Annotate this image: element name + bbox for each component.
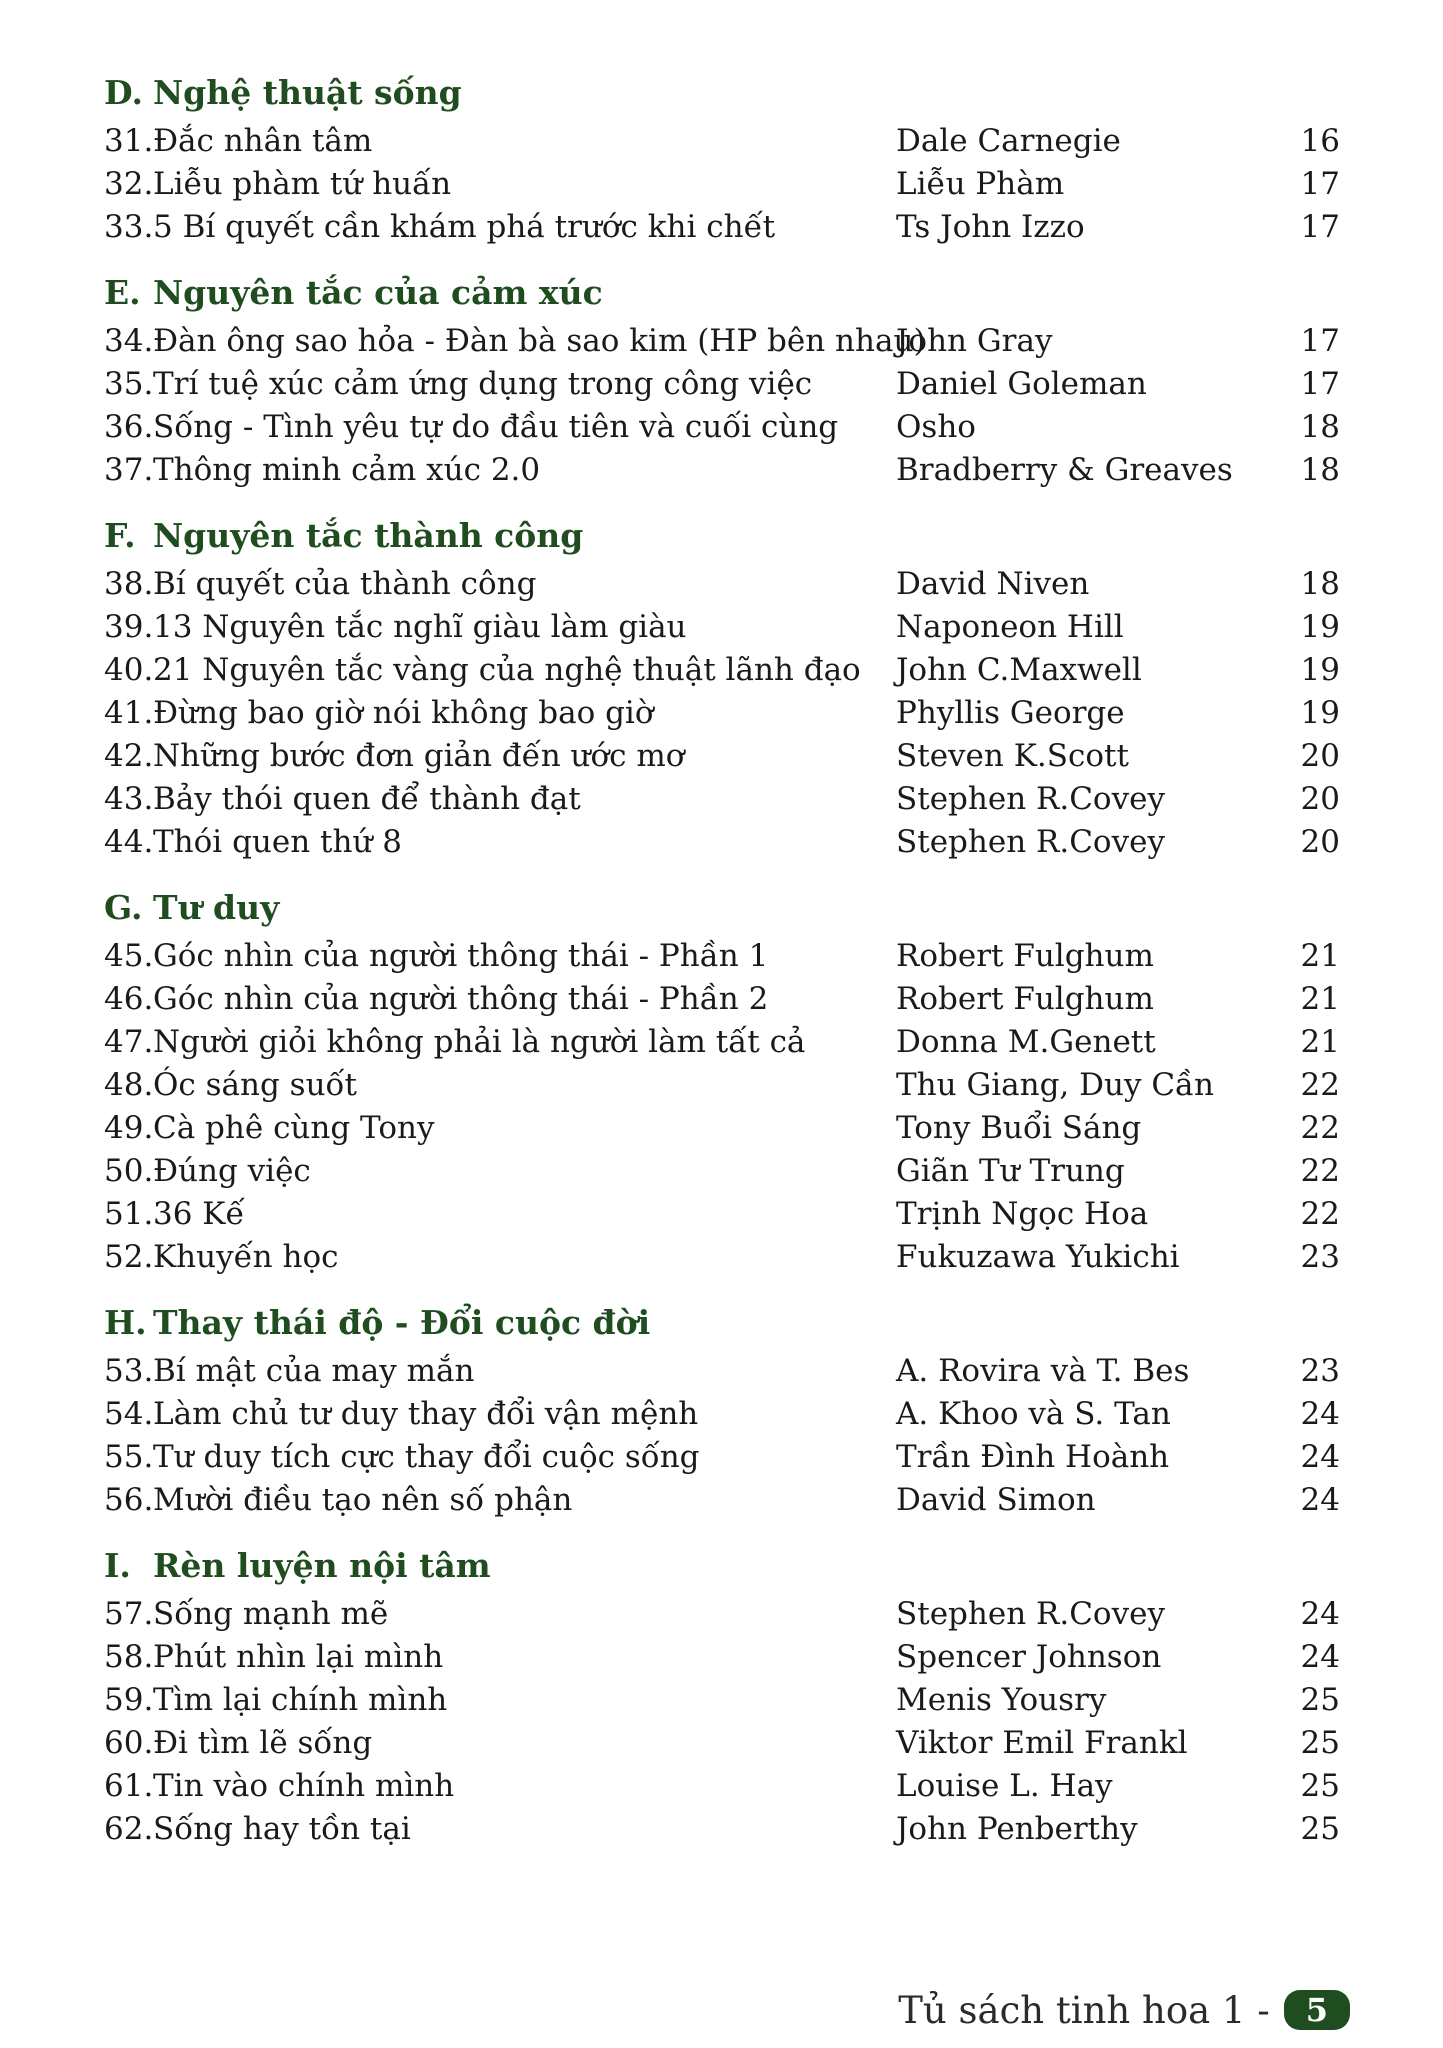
book-author: David Niven bbox=[896, 566, 1090, 602]
section-header bbox=[0, 1529, 1443, 1593]
book-title: Sống mạnh mẽ bbox=[153, 1596, 389, 1632]
book-title: Tin vào chính mình bbox=[153, 1768, 455, 1804]
toc-entry[interactable] bbox=[0, 449, 1443, 492]
book-title: Cà phê cùng Tony bbox=[153, 1110, 435, 1146]
book-author: John Penberthy bbox=[896, 1811, 1138, 1847]
toc-entry[interactable] bbox=[0, 1479, 1443, 1522]
book-author: Spencer Johnson bbox=[896, 1639, 1162, 1675]
page-number: 16 bbox=[1300, 123, 1340, 159]
section-letter: H. bbox=[104, 1303, 147, 1342]
book-author: Menis Yousry bbox=[896, 1682, 1107, 1718]
section-header bbox=[0, 499, 1443, 563]
page-number: 25 bbox=[1300, 1725, 1340, 1761]
page-number: 23 bbox=[1300, 1239, 1340, 1275]
page-number: 25 bbox=[1300, 1682, 1340, 1718]
page-number: 19 bbox=[1300, 695, 1340, 731]
entry-number: 36. bbox=[104, 409, 154, 445]
toc-entry[interactable] bbox=[0, 649, 1443, 692]
page-number: 17 bbox=[1300, 166, 1340, 202]
book-author: John Gray bbox=[896, 323, 1053, 359]
entry-number: 40. bbox=[104, 652, 154, 688]
toc-section bbox=[0, 871, 1443, 1286]
toc-section bbox=[0, 256, 1443, 499]
page-number: 19 bbox=[1300, 609, 1340, 645]
entry-number: 38. bbox=[104, 566, 154, 602]
page-number: 24 bbox=[1300, 1439, 1340, 1475]
entry-number: 62. bbox=[104, 1811, 154, 1847]
toc-entry[interactable] bbox=[0, 606, 1443, 649]
book-author: Ts John Izzo bbox=[896, 209, 1085, 245]
toc-entry[interactable] bbox=[0, 1021, 1443, 1064]
book-title: Thông minh cảm xúc 2.0 bbox=[153, 452, 541, 488]
page-number: 18 bbox=[1300, 409, 1340, 445]
book-author: Bradberry & Greaves bbox=[896, 452, 1233, 488]
entry-number: 50. bbox=[104, 1153, 154, 1189]
toc-entry[interactable] bbox=[0, 163, 1443, 206]
table-of-contents bbox=[0, 56, 1443, 1858]
book-title: Liễu phàm tứ huấn bbox=[153, 166, 452, 202]
book-title: Làm chủ tư duy thay đổi vận mệnh bbox=[153, 1396, 699, 1432]
section-title: Nghệ thuật sống bbox=[153, 73, 462, 112]
section-title: Rèn luyện nội tâm bbox=[153, 1546, 491, 1585]
section-title: Tư duy bbox=[153, 888, 280, 927]
page-number: 24 bbox=[1300, 1396, 1340, 1432]
toc-entry[interactable] bbox=[0, 1722, 1443, 1765]
section-title: Thay thái độ - Đổi cuộc đời bbox=[153, 1303, 651, 1342]
page-number: 24 bbox=[1300, 1482, 1340, 1518]
book-title: 13 Nguyên tắc nghĩ giàu làm giàu bbox=[153, 609, 687, 645]
entry-number: 39. bbox=[104, 609, 154, 645]
book-title: Óc sáng suốt bbox=[153, 1067, 357, 1103]
book-title: Sống hay tồn tại bbox=[153, 1811, 411, 1847]
page-number: 25 bbox=[1300, 1811, 1340, 1847]
page-number: 22 bbox=[1300, 1196, 1340, 1232]
book-author: Stephen R.Covey bbox=[896, 781, 1165, 817]
book-title: Tư duy tích cực thay đổi cuộc sống bbox=[153, 1439, 700, 1475]
book-title: Những bước đơn giản đến ước mơ bbox=[153, 738, 685, 774]
page-number: 23 bbox=[1300, 1353, 1340, 1389]
book-title: Góc nhìn của người thông thái - Phần 1 bbox=[153, 938, 769, 974]
book-author: Thu Giang, Duy Cần bbox=[896, 1067, 1215, 1103]
book-author: Donna M.Genett bbox=[896, 1024, 1156, 1060]
toc-entry[interactable] bbox=[0, 1679, 1443, 1722]
section-title: Nguyên tắc của cảm xúc bbox=[153, 273, 603, 312]
book-author: David Simon bbox=[896, 1482, 1096, 1518]
entry-number: 42. bbox=[104, 738, 154, 774]
entry-number: 32. bbox=[104, 166, 154, 202]
book-title: Bảy thói quen để thành đạt bbox=[153, 781, 581, 817]
book-title: Trí tuệ xúc cảm ứng dụng trong công việc bbox=[153, 366, 813, 402]
section-title: Nguyên tắc thành công bbox=[153, 516, 584, 555]
book-author: Trịnh Ngọc Hoa bbox=[896, 1196, 1149, 1232]
page-number: 17 bbox=[1300, 323, 1340, 359]
toc-entry[interactable] bbox=[0, 563, 1443, 606]
entry-number: 34. bbox=[104, 323, 154, 359]
book-author: Fukuzawa Yukichi bbox=[896, 1239, 1180, 1275]
page-number: 21 bbox=[1300, 1024, 1340, 1060]
book-author: Daniel Goleman bbox=[896, 366, 1147, 402]
toc-entry[interactable] bbox=[0, 1150, 1443, 1193]
book-title: Đi tìm lẽ sống bbox=[153, 1725, 373, 1761]
section-header bbox=[0, 871, 1443, 935]
toc-section bbox=[0, 1529, 1443, 1858]
section-header bbox=[0, 56, 1443, 120]
toc-entry[interactable] bbox=[0, 406, 1443, 449]
page-number: 24 bbox=[1300, 1639, 1340, 1675]
book-author: Robert Fulghum bbox=[896, 938, 1154, 974]
entry-number: 61. bbox=[104, 1768, 154, 1804]
book-title: Mười điều tạo nên số phận bbox=[153, 1482, 573, 1518]
page-number: 17 bbox=[1300, 366, 1340, 402]
page-number: 22 bbox=[1300, 1153, 1340, 1189]
toc-entry[interactable] bbox=[0, 120, 1443, 163]
footer-series-title: Tủ sách tinh hoa 1 - bbox=[898, 1988, 1270, 2032]
toc-entry[interactable] bbox=[0, 320, 1443, 363]
book-title: 5 Bí quyết cần khám phá trước khi chết bbox=[153, 209, 776, 245]
toc-entry[interactable] bbox=[0, 1236, 1443, 1279]
book-author: Giãn Tư Trung bbox=[896, 1153, 1125, 1189]
page-number: 22 bbox=[1300, 1110, 1340, 1146]
section-letter: F. bbox=[104, 516, 136, 555]
book-title: Góc nhìn của người thông thái - Phần 2 bbox=[153, 981, 769, 1017]
book-author: Steven K.Scott bbox=[896, 738, 1129, 774]
page-footer bbox=[898, 1986, 1350, 2034]
toc-entry[interactable] bbox=[0, 1808, 1443, 1851]
toc-entry[interactable] bbox=[0, 978, 1443, 1021]
book-author: Robert Fulghum bbox=[896, 981, 1154, 1017]
entry-number: 43. bbox=[104, 781, 154, 817]
toc-entry[interactable] bbox=[0, 821, 1443, 864]
toc-entry[interactable] bbox=[0, 363, 1443, 406]
page-number: 18 bbox=[1300, 452, 1340, 488]
book-title: Đừng bao giờ nói không bao giờ bbox=[153, 695, 654, 731]
section-header bbox=[0, 1286, 1443, 1350]
page-number: 20 bbox=[1300, 781, 1340, 817]
book-author: John C.Maxwell bbox=[896, 652, 1142, 688]
page-number: 19 bbox=[1300, 652, 1340, 688]
book-title: Bí quyết của thành công bbox=[153, 566, 537, 602]
book-author: Liễu Phàm bbox=[896, 166, 1065, 202]
book-author: Stephen R.Covey bbox=[896, 1596, 1165, 1632]
page-number: 24 bbox=[1300, 1596, 1340, 1632]
toc-entry[interactable] bbox=[0, 1636, 1443, 1679]
book-author: A. Rovira và T. Bes bbox=[896, 1353, 1190, 1389]
page-number: 22 bbox=[1300, 1067, 1340, 1103]
toc-entry[interactable] bbox=[0, 1107, 1443, 1150]
book-author: A. Khoo và S. Tan bbox=[896, 1396, 1171, 1432]
entry-number: 46. bbox=[104, 981, 154, 1017]
book-title: Sống - Tình yêu tự do đầu tiên và cuối cùng bbox=[153, 409, 839, 445]
entry-number: 57. bbox=[104, 1596, 154, 1632]
page-number: 17 bbox=[1300, 209, 1340, 245]
book-title: Đàn ông sao hỏa - Đàn bà sao kim (HP bên nhau) bbox=[153, 323, 926, 359]
toc-entry[interactable] bbox=[0, 935, 1443, 978]
book-author: Osho bbox=[896, 409, 976, 445]
entry-number: 56. bbox=[104, 1482, 154, 1518]
entry-number: 60. bbox=[104, 1725, 154, 1761]
section-header bbox=[0, 256, 1443, 320]
toc-entry[interactable] bbox=[0, 778, 1443, 821]
toc-entry[interactable] bbox=[0, 206, 1443, 249]
book-title: Tìm lại chính mình bbox=[153, 1682, 448, 1718]
book-author: Trần Đình Hoành bbox=[896, 1439, 1170, 1475]
entry-number: 35. bbox=[104, 366, 154, 402]
toc-section bbox=[0, 56, 1443, 256]
toc-entry[interactable] bbox=[0, 1393, 1443, 1436]
book-title: Đắc nhân tâm bbox=[153, 123, 373, 159]
book-author: Stephen R.Covey bbox=[896, 824, 1165, 860]
book-author: Naponeon Hill bbox=[896, 609, 1124, 645]
entry-number: 59. bbox=[104, 1682, 154, 1718]
entry-number: 49. bbox=[104, 1110, 154, 1146]
entry-number: 47. bbox=[104, 1024, 154, 1060]
page-number-badge: 5 bbox=[1284, 1990, 1350, 2030]
entry-number: 51. bbox=[104, 1196, 154, 1232]
entry-number: 55. bbox=[104, 1439, 154, 1475]
toc-entry[interactable] bbox=[0, 1350, 1443, 1393]
toc-section bbox=[0, 1286, 1443, 1529]
toc-entry[interactable] bbox=[0, 1193, 1443, 1236]
book-author: Viktor Emil Frankl bbox=[896, 1725, 1188, 1761]
entry-number: 41. bbox=[104, 695, 154, 731]
entry-number: 31. bbox=[104, 123, 154, 159]
entry-number: 58. bbox=[104, 1639, 154, 1675]
toc-section bbox=[0, 499, 1443, 871]
section-letter: E. bbox=[104, 273, 141, 312]
book-title: Người giỏi không phải là người làm tất cả bbox=[153, 1024, 806, 1060]
entry-number: 45. bbox=[104, 938, 154, 974]
section-letter: I. bbox=[104, 1546, 131, 1585]
toc-entry[interactable] bbox=[0, 1064, 1443, 1107]
entry-number: 48. bbox=[104, 1067, 154, 1103]
page-number: 20 bbox=[1300, 738, 1340, 774]
toc-entry[interactable] bbox=[0, 735, 1443, 778]
entry-number: 37. bbox=[104, 452, 154, 488]
book-title: 36 Kế bbox=[153, 1196, 245, 1232]
section-letter: D. bbox=[104, 73, 143, 112]
book-title: Thói quen thứ 8 bbox=[153, 824, 403, 860]
toc-entry[interactable] bbox=[0, 692, 1443, 735]
page-number: 25 bbox=[1300, 1768, 1340, 1804]
page-number: 21 bbox=[1300, 938, 1340, 974]
book-title: 21 Nguyên tắc vàng của nghệ thuật lãnh đạo bbox=[153, 652, 861, 688]
entry-number: 33. bbox=[104, 209, 154, 245]
section-letter: G. bbox=[104, 888, 143, 927]
book-title: Khuyến học bbox=[153, 1239, 339, 1275]
book-author: Tony Buổi Sáng bbox=[896, 1110, 1142, 1146]
entry-number: 54. bbox=[104, 1396, 154, 1432]
toc-entry[interactable] bbox=[0, 1765, 1443, 1808]
entry-number: 52. bbox=[104, 1239, 154, 1275]
book-title: Phút nhìn lại mình bbox=[153, 1639, 444, 1675]
book-title: Bí mật của may mắn bbox=[153, 1353, 475, 1389]
entry-number: 44. bbox=[104, 824, 154, 860]
book-author: Louise L. Hay bbox=[896, 1768, 1113, 1804]
book-author: Dale Carnegie bbox=[896, 123, 1121, 159]
toc-entry[interactable] bbox=[0, 1593, 1443, 1636]
entry-number: 53. bbox=[104, 1353, 154, 1389]
book-title: Đúng việc bbox=[153, 1153, 311, 1189]
page-number: 18 bbox=[1300, 566, 1340, 602]
page-number: 20 bbox=[1300, 824, 1340, 860]
toc-entry[interactable] bbox=[0, 1436, 1443, 1479]
page-number: 21 bbox=[1300, 981, 1340, 1017]
book-author: Phyllis George bbox=[896, 695, 1125, 731]
